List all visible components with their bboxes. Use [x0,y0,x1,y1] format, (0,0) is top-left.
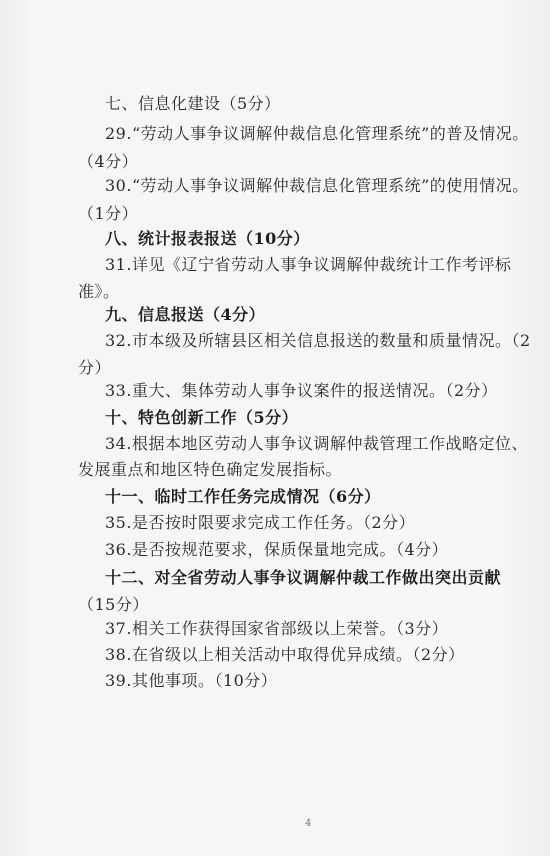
item-31: 31.详见《辽宁省劳动人事争议调解仲裁统计工作考评标 [105,255,512,274]
item-34: 34.根据本地区劳动人事争议调解仲裁管理工作战略定位、 [105,434,528,453]
item-30-score: （1分） [78,204,139,223]
item-37: 37.相关工作获得国家省部级以上荣誉。（3分） [105,619,449,638]
section-8-heading: 八、统计报表报送（10分） [105,229,310,248]
item-36: 36.是否按规范要求，保质保量地完成。（4分） [105,540,449,559]
item-34-cont: 发展重点和地区特色确定发展指标。 [78,460,343,479]
page-number: 4 [305,818,312,829]
section-12-score: （15分） [78,595,149,614]
section-9-heading: 九、信息报送（4分） [105,305,266,324]
item-30: 30.“劳动人事争议调解仲裁信息化管理系统”的使用情况。 [105,176,529,195]
item-32-cont: 分） [78,358,112,377]
item-33: 33.重大、集体劳动人事争议案件的报送情况。（2分） [105,381,498,400]
section-10-heading: 十、特色创新工作（5分） [105,408,299,427]
section-11-heading: 十一、临时工作任务完成情况（6分） [105,487,381,506]
item-29: 29.“劳动人事争议调解仲裁信息化管理系统”的普及情况。 [105,124,529,143]
item-39: 39.其他事项。（10分） [105,671,278,690]
item-29-score: （4分） [78,152,139,171]
item-32: 32.市本级及所辖县区相关信息报送的数量和质量情况。（2 [105,331,531,350]
section-7-heading: 七、信息化建设（5分） [105,94,281,113]
item-35: 35.是否按时限要求完成工作任务。（2分） [105,513,416,532]
item-38: 38.在省级以上相关活动中取得优异成绩。（2分） [105,645,465,664]
item-31-cont: 准》。 [78,282,120,301]
section-12-heading: 十二、对全省劳动人事争议调解仲裁工作做出突出贡献 [105,568,502,587]
